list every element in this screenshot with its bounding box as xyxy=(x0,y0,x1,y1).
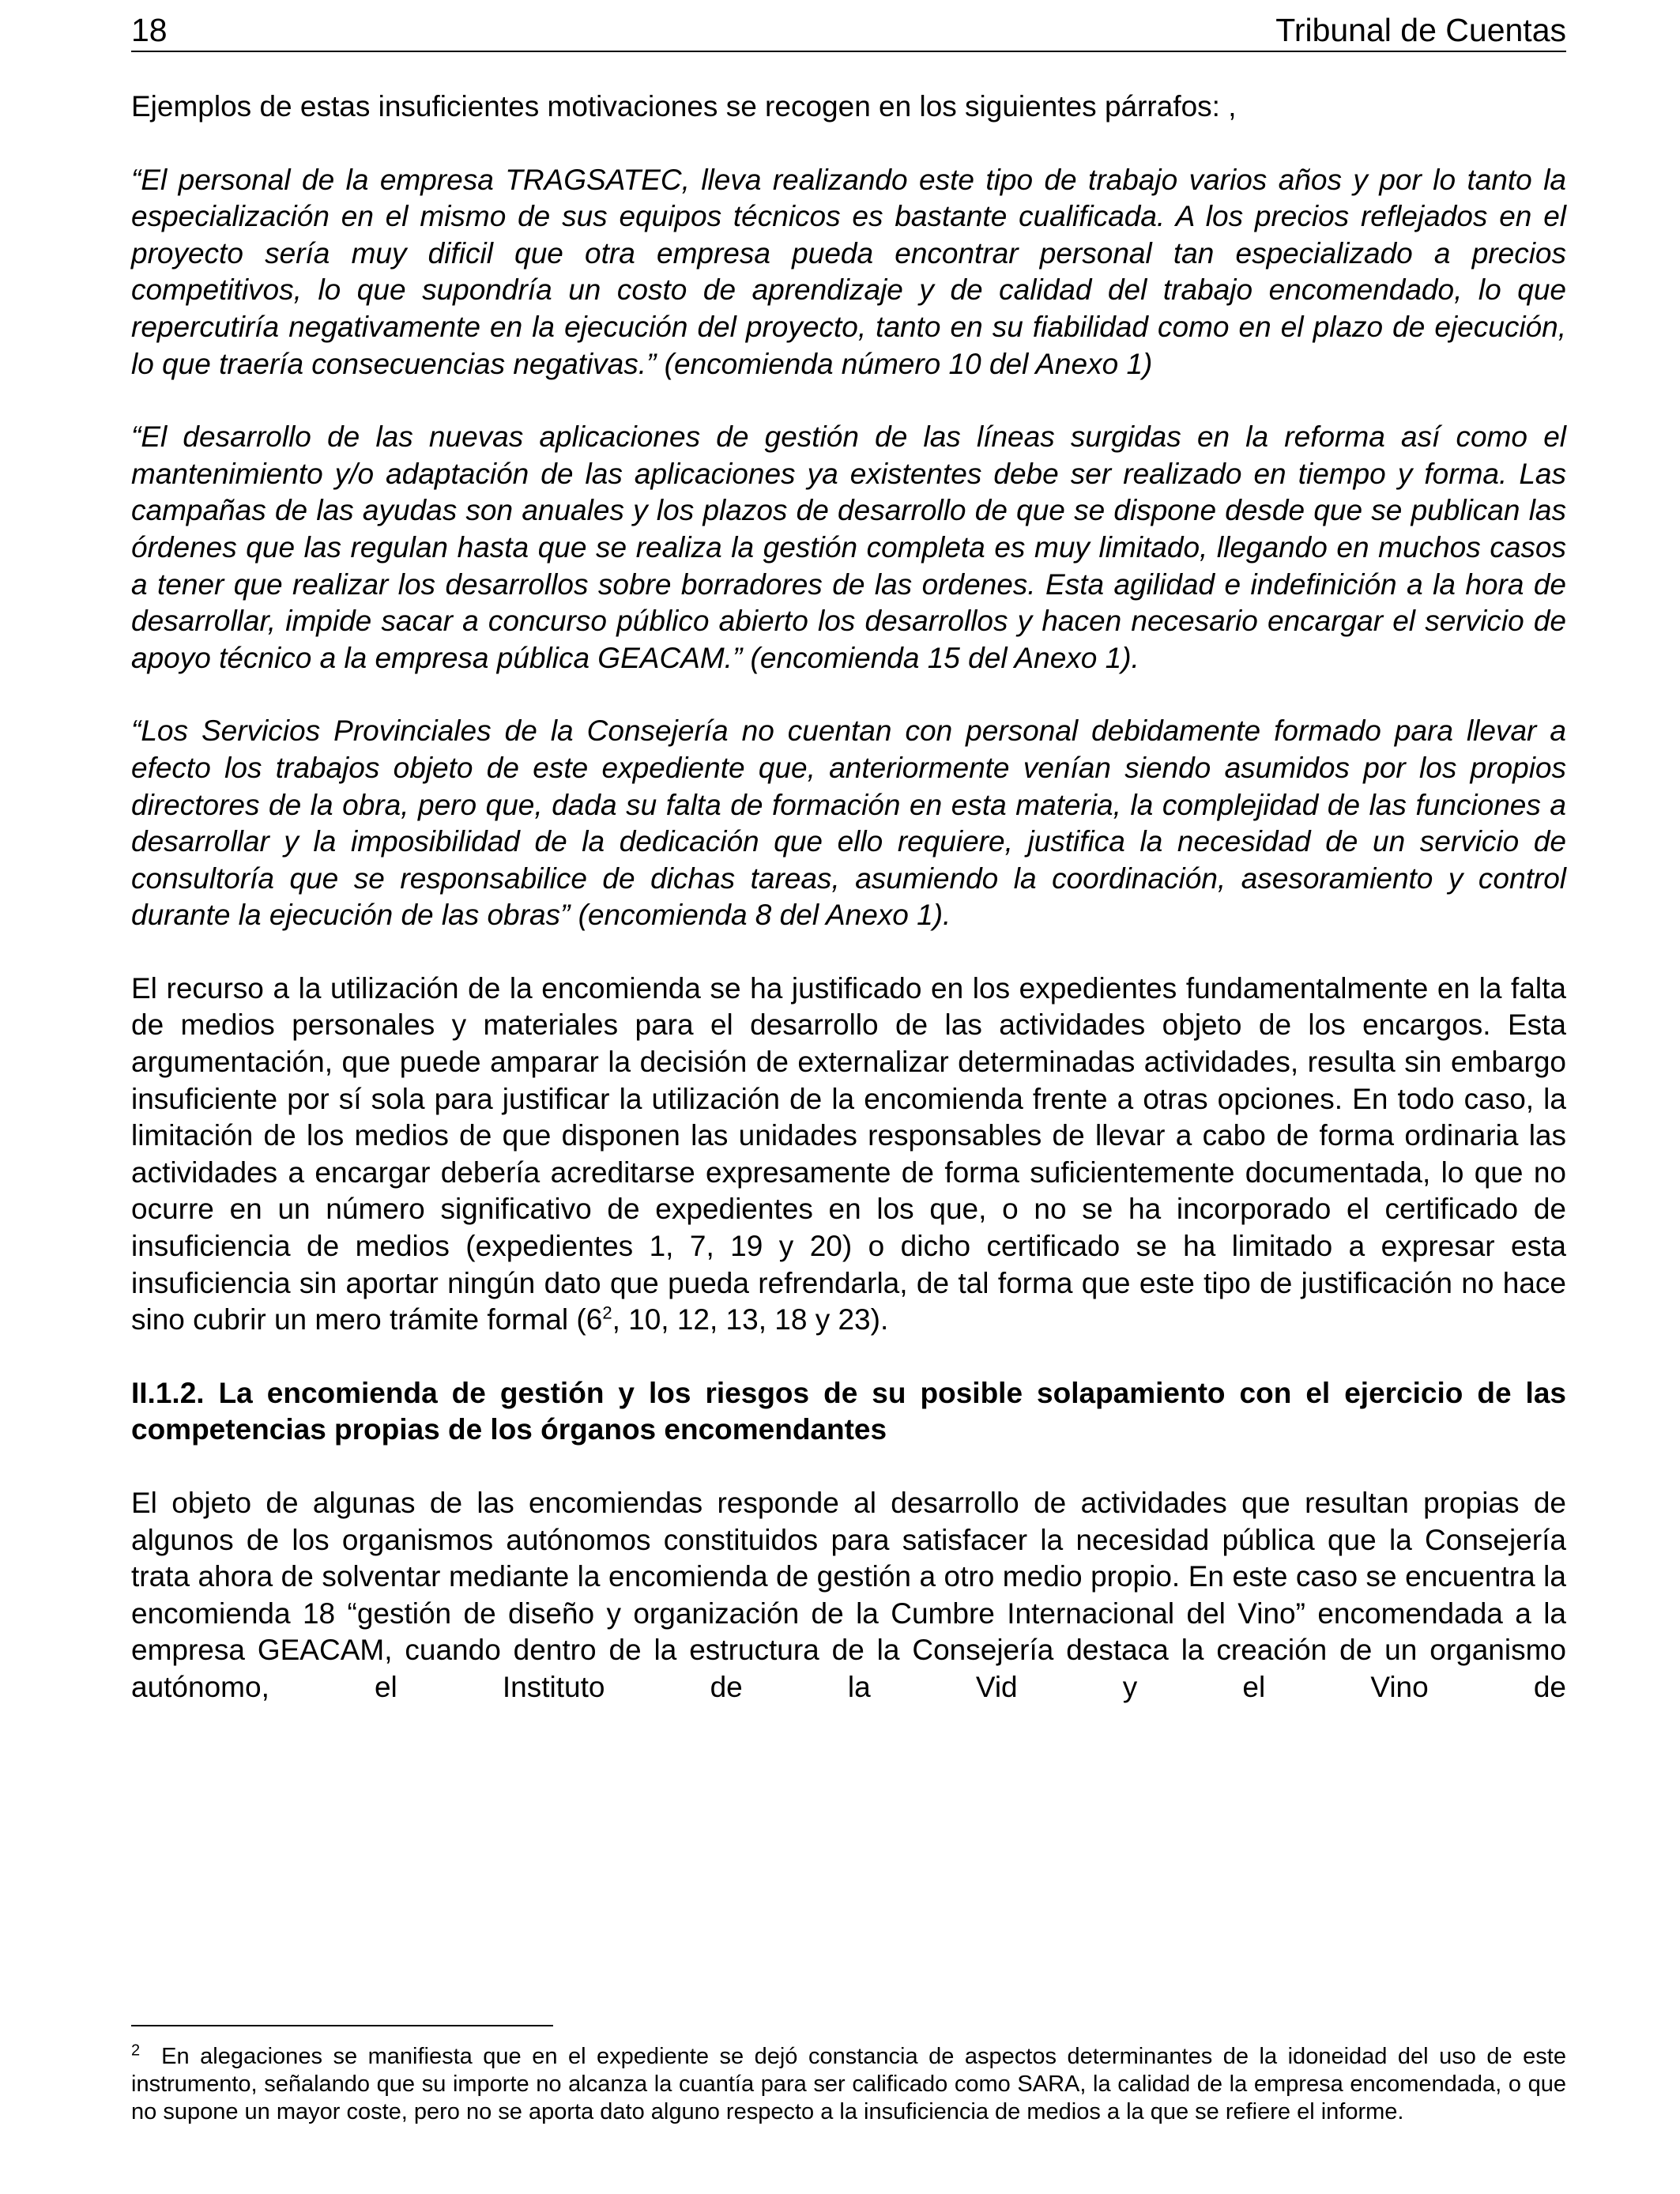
section-heading: II.1.2. La encomienda de gestión y los riesgos de su posible solapamiento con el ejercicio de las competencias propias de los órganos encomendantes xyxy=(131,1376,1566,1446)
quote-paragraph-2: “El desarrollo de las nuevas aplicaciones de gestión de las líneas surgidas en la reforma así como el mantenimiento y/o adaptación de las aplicaciones ya existentes debe ser realizado en tiempo y forma. Las campañas de las ayudas son anuales y los plazos de desarrollo de que se dispone desde que se publican las órdenes que las regulan hasta que se realiza la gestión completa es muy limitado, llegando en muchos casos a tener que realizar los desarrollos sobre borradores de las ordenes. Esta agilidad e indefinición a la hora de desarrollar, impide sacar a concurso público abierto los desarrollos y hacen necesario encargar el servicio de apoyo técnico a la empresa pública GEACAM.” (encomienda 15 del Anexo 1). xyxy=(131,420,1566,674)
quote-paragraph-1: “El personal de la empresa TRAGSATEC, lleva realizando este tipo de trabajo varios años y por lo tanto la especialización en el mismo de sus equipos técnicos es bastante cualificada. A los precios reflejados en el proyecto sería muy dificil que otra empresa pueda encontrar personal tan especializado a precios competitivos, lo que supondría un costo de aprendizaje y de calidad del trabajo encomendado, lo que repercutiría negativamente en la ejecución del proyecto, tanto en su fiabilidad como en el plazo de ejecución, lo que traería consecuencias negativas.” (encomienda número 10 del Anexo 1) xyxy=(131,163,1566,380)
page-number: 18 xyxy=(131,12,168,48)
footnote-marker: 2 xyxy=(131,2041,141,2060)
analysis-text-end: , 10, 12, 13, 18 y 23). xyxy=(612,1303,889,1336)
quote-paragraph-3: “Los Servicios Provinciales de la Consejería no cuentan con personal debidamente formado para llevar a efecto los trabajos objeto de este expediente que, anteriormente venían siendo asumidos por los propios directores de la obra, pero que, dada su falta de formación en esta materia, la complejidad de las funciones a desarrollar y la imposibilidad de la dedicación que ello requiere, justifica la necesidad de un servicio de consultoría que se responsabilice de dichas tareas, asumiendo la coordinación, asesoramiento y control durante la ejecución de las obras” (encomienda 8 del Anexo 1). xyxy=(131,714,1566,932)
page-body xyxy=(131,89,1566,1706)
section-body-paragraph: El objeto de algunas de las encomiendas responde al desarrollo de actividades que resultan propias de algunos de los organismos autónomos constituidos para satisfacer la necesidad pública que la Consejería trata ahora de solventar mediante la encomienda de gestión a otro medio propio. En este caso se encuentra la encomienda 18 “gestión de diseño y organización de la Cumbre Internacional del Vino” encomendada a la empresa GEACAM, cuando dentro de la estructura de la Consejería destaca la creación de un organismo autónomo, el Instituto de la Vid y el Vino de xyxy=(131,1487,1566,1703)
analysis-paragraph xyxy=(131,971,1566,1339)
footnote-separator xyxy=(131,2025,553,2026)
running-title: Tribunal de Cuentas xyxy=(1275,12,1566,48)
intro-paragraph: Ejemplos de estas insuficientes motivaciones se recogen en los siguientes párrafos: , xyxy=(131,90,1237,123)
footnote-text: En alegaciones se manifiesta que en el expediente se dejó constancia de aspectos determinantes de la idoneidad del uso de este instrumento, señalando que su importe no alcanza la cuantía para ser calificado como SARA, la calidad de la empresa encomendada, o que no supone un mayor coste, pero no se aporta dato alguno respecto a la insuficiencia de medios a la que se refiere el informe. xyxy=(131,2044,1566,2124)
footnote-reference: 2 xyxy=(602,1302,612,1323)
page-header xyxy=(131,9,1566,52)
analysis-text: El recurso a la utilización de la encomienda se ha justificado en los expedientes fundamentalmente en la falta de medios personales y materiales para el desarrollo de las actividades objeto de los encargos. Esta argumentación, que puede amparar la decisión de externalizar determinadas actividades, resulta sin embargo insuficiente por sí sola para justificar la utilización de la encomienda frente a otras opciones. En todo caso, la limitación de los medios de que disponen las unidades responsables de llevar a cabo de forma ordinaria las actividades a encargar debería acreditarse expresamente de forma suficientemente documentada, lo que no ocurre en un número significativo de expedientes en los que, o no se ha incorporado el certificado de insuficiencia de medios (expedientes 1, 7, 19 y 20) o dicho certificado se ha limitado a expresar esta insuficiencia sin aportar ningún dato que pueda refrendarla, de tal forma que este tipo de justificación no hace sino cubrir un mero trámite formal (6 xyxy=(131,971,1566,1336)
footnote xyxy=(131,2043,1566,2126)
